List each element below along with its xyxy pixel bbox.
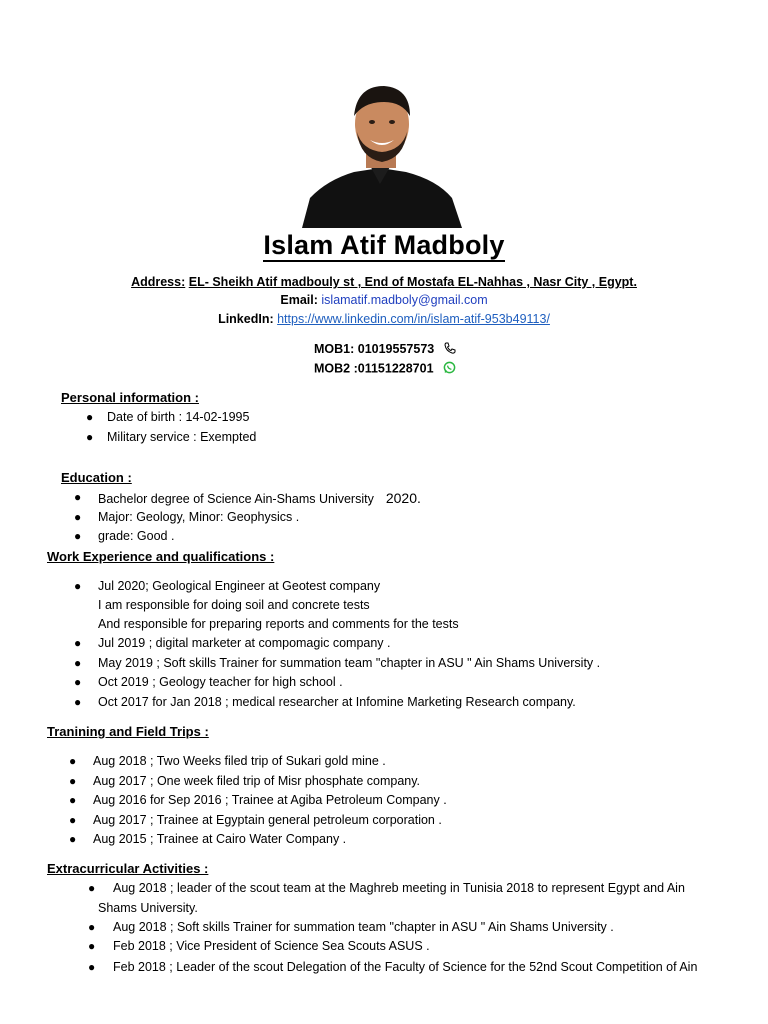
bullet: ●: [74, 510, 82, 524]
education-heading: Education :: [61, 470, 132, 485]
email-line: Email: islamatif.madboly@gmail.com: [280, 293, 488, 307]
email-link[interactable]: islamatif.madboly@gmail.com: [321, 293, 488, 307]
mobile-2: MOB2 :01151228701: [314, 361, 456, 377]
bullet: ●: [69, 793, 77, 807]
profile-photo: [302, 80, 462, 228]
linkedin-link[interactable]: https://www.linkedin.com/in/islam-atif-953b49113/: [277, 312, 550, 326]
list-item: Oct 2019 ; Geology teacher for high school .: [98, 675, 343, 689]
list-item: I am responsible for doing soil and concrete tests: [98, 598, 370, 612]
extracurricular-heading: Extracurricular Activities :: [47, 861, 209, 876]
list-item: Jul 2019 ; digital marketer at compomagic company .: [98, 636, 391, 650]
list-item: Military service : Exempted: [107, 430, 257, 444]
phone-icon: [444, 342, 456, 357]
bullet: ●: [69, 774, 77, 788]
list-item: Aug 2017 ; Trainee at Egyptain general petroleum corporation .: [93, 813, 442, 827]
graduation-year: 2020.: [385, 490, 421, 506]
list-item: Aug 2016 for Sep 2016 ; Trainee at Agiba Petroleum Company .: [93, 793, 447, 807]
training-heading: Tranining and Field Trips :: [47, 724, 209, 739]
list-item: Feb 2018 ; Leader of the scout Delegation of the Faculty of Science for the 52nd Scout Competition of Ain: [113, 960, 698, 974]
list-item: Oct 2017 for Jan 2018 ; medical researcher at Infomine Marketing Research company.: [98, 695, 576, 709]
list-item: Aug 2017 ; One week filed trip of Misr phosphate company.: [93, 774, 421, 788]
bullet: ●: [74, 675, 82, 689]
list-item: Aug 2015 ; Trainee at Cairo Water Company .: [93, 832, 347, 846]
linkedin-line: LinkedIn: https://www.linkedin.com/in/islam-atif-953b49113/: [218, 312, 550, 326]
bullet: ●: [74, 579, 82, 593]
bullet: ●: [88, 939, 96, 953]
address-line: Address: EL- Sheikh Atif madbouly st , End of Mostafa EL-Nahhas , Nasr City , Egypt.: [131, 275, 637, 289]
bullet: ●: [88, 920, 96, 934]
bullet: ●: [69, 813, 77, 827]
work-heading: Work Experience and qualifications :: [47, 549, 275, 564]
list-item: Bachelor degree of Science Ain-Shams University 2020.: [98, 490, 421, 506]
bullet: ●: [74, 490, 82, 504]
list-item: Jul 2020; Geological Engineer at Geotest company: [98, 579, 381, 593]
list-item: And responsible for preparing reports and comments for the tests: [98, 617, 459, 631]
personal-info-heading: Personal information :: [61, 390, 199, 405]
bullet: ●: [69, 832, 77, 846]
bullet: ●: [74, 529, 82, 543]
list-item: Date of birth : 14-02-1995: [107, 410, 250, 424]
whatsapp-icon: [443, 361, 456, 377]
bullet: ●: [88, 960, 96, 974]
resume-name: Islam Atif Madboly: [263, 230, 505, 260]
bullet: ●: [88, 881, 96, 895]
list-item: grade: Good .: [98, 529, 175, 543]
list-item: Major: Geology, Minor: Geophysics .: [98, 510, 300, 524]
list-item: Aug 2018 ; Two Weeks filed trip of Sukari gold mine .: [93, 754, 386, 768]
bullet: ●: [86, 430, 94, 444]
list-item: May 2019 ; Soft skills Trainer for summation team "chapter in ASU " Ain Shams University .: [98, 656, 601, 670]
bullet: ●: [69, 754, 77, 768]
list-item: Aug 2018 ; leader of the scout team at the Maghreb meeting in Tunisia 2018 to represent Egypt and Ain: [113, 881, 685, 895]
list-item: Aug 2018 ; Soft skills Trainer for summation team "chapter in ASU " Ain Shams University .: [113, 920, 614, 934]
mobile-1: MOB1: 01019557573: [314, 342, 456, 357]
bullet: ●: [74, 656, 82, 670]
list-item: Shams University.: [98, 901, 198, 915]
bullet: ●: [86, 410, 94, 424]
bullet: ●: [74, 695, 82, 709]
bullet: ●: [74, 636, 82, 650]
list-item: Feb 2018 ; Vice President of Science Sea Scouts ASUS .: [113, 939, 430, 953]
